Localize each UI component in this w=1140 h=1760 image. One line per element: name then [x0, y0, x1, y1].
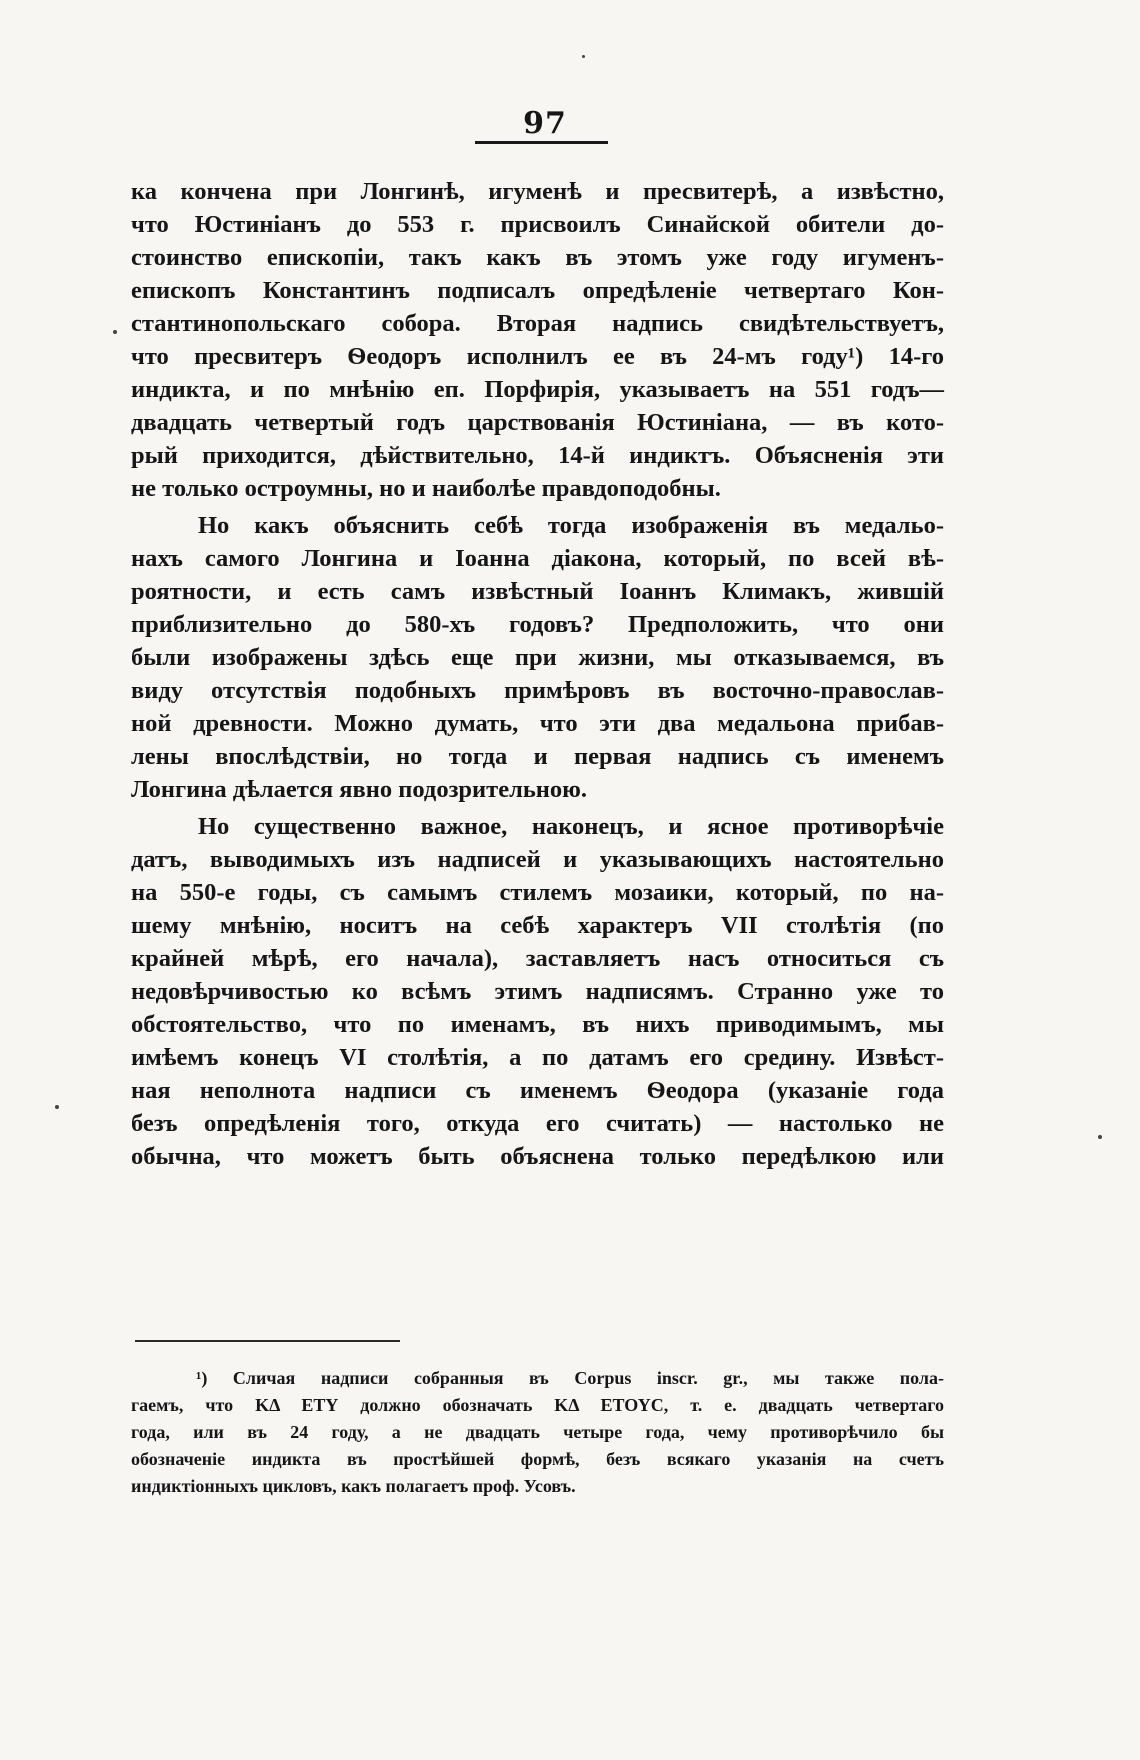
body-line: были изображены здѣсь еще при жизни, мы отказываемся, въ: [131, 644, 944, 671]
body-line: что Юстиніанъ до 553 г. присвоилъ Синайской обители до-: [131, 211, 944, 238]
body-line: стантинопольскаго собора. Вторая надпись свидѣтельствуетъ,: [131, 310, 944, 337]
footnote-line: гаемъ, что ΚΔ ΕΤΥ должно обозначать ΚΔ ΕΤΟΥC, т. е. двадцать четвертаго: [131, 1395, 944, 1415]
paper-speck: [55, 1105, 59, 1109]
body-line: рый приходится, дѣйствительно, 14-й индиктъ. Объясненія эти: [131, 442, 944, 469]
body-line: безъ опредѣленія того, откуда его считать) — настолько не: [131, 1110, 944, 1137]
body-line: ная неполнота надписи съ именемъ Ѳеодора (указаніе года: [131, 1077, 944, 1104]
body-line: нахъ самого Лонгина и Іоанна діакона, который, по всей вѣ-: [131, 545, 944, 572]
body-line: виду отсутствія подобныхъ примѣровъ въ восточно-православ-: [131, 677, 944, 704]
body-line: приблизительно до 580-хъ годовъ? Предположить, что они: [131, 611, 944, 638]
body-line: не только остроумны, но и наиболѣе правдоподобны.: [131, 475, 721, 502]
footnote-line: года, или въ 24 году, а не двадцать четыре года, чему противорѣчило бы: [131, 1422, 944, 1442]
footnote-rule: [135, 1340, 400, 1342]
body-line: Но какъ объяснить себѣ тогда изображенія въ медальо-: [198, 512, 944, 539]
body-line: стоинство епископіи, такъ какъ въ этомъ уже году игуменъ-: [131, 244, 944, 271]
body-line: епископъ Константинъ подписалъ опредѣленіе четвертаго Кон-: [131, 277, 944, 304]
page-number: 97: [523, 106, 567, 141]
body-line: ка кончена при Лонгинѣ, игуменѣ и пресвитерѣ, а извѣстно,: [131, 178, 944, 205]
body-line: имѣемъ конецъ VI столѣтія, а по датамъ его средину. Извѣст-: [131, 1044, 944, 1071]
body-line: двадцать четвертый годъ царствованія Юстиніана, — въ кото-: [131, 409, 944, 436]
paper-speck: [1098, 1135, 1102, 1139]
footnote-line: ¹) Сличая надписи собранныя въ Corpus inscr. gr., мы также пола-: [196, 1368, 944, 1388]
body-line: Но существенно важное, наконецъ, и ясное противорѣчіе: [198, 813, 944, 840]
body-line: лены впослѣдствіи, но тогда и первая надпись съ именемъ: [131, 743, 944, 770]
body-line: что пресвитеръ Ѳеодоръ исполнилъ ее въ 24-мъ году¹) 14-го: [131, 343, 944, 370]
page-number-rule: [475, 141, 608, 144]
body-line: Лонгина дѣлается явно подозрительною.: [131, 776, 587, 803]
paper-speck: [582, 55, 585, 58]
paper-speck: [113, 330, 117, 334]
body-line: недовѣрчивостью ко всѣмъ этимъ надписямъ. Странно уже то: [131, 978, 944, 1005]
body-line: крайней мѣрѣ, его начала), заставляетъ насъ относиться съ: [131, 945, 944, 972]
body-line: роятности, и есть самъ извѣстный Іоаннъ Климакъ, жившій: [131, 578, 944, 605]
footnote-line: обозначеніе индикта въ простѣйшей формѣ, безъ всякаго указанія на счетъ: [131, 1449, 944, 1469]
body-line: шему мнѣнію, носитъ на себѣ характеръ VII столѣтія (по: [131, 912, 944, 939]
body-line: обычна, что можетъ быть объяснена только передѣлкою или: [131, 1143, 944, 1170]
body-line: индикта, и по мнѣнію еп. Порфирія, указываетъ на 551 годъ—: [131, 376, 944, 403]
footnote-line: индиктіонныхъ цикловъ, какъ полагаетъ проф. Усовъ.: [131, 1476, 576, 1496]
body-line: датъ, выводимыхъ изъ надписей и указывающихъ настоятельно: [131, 846, 944, 873]
body-line: обстоятельство, что по именамъ, въ нихъ приводимымъ, мы: [131, 1011, 944, 1038]
body-line: ной древности. Можно думать, что эти два медальона прибав-: [131, 710, 944, 737]
body-line: на 550-е годы, съ самымъ стилемъ мозаики, который, по на-: [131, 879, 944, 906]
